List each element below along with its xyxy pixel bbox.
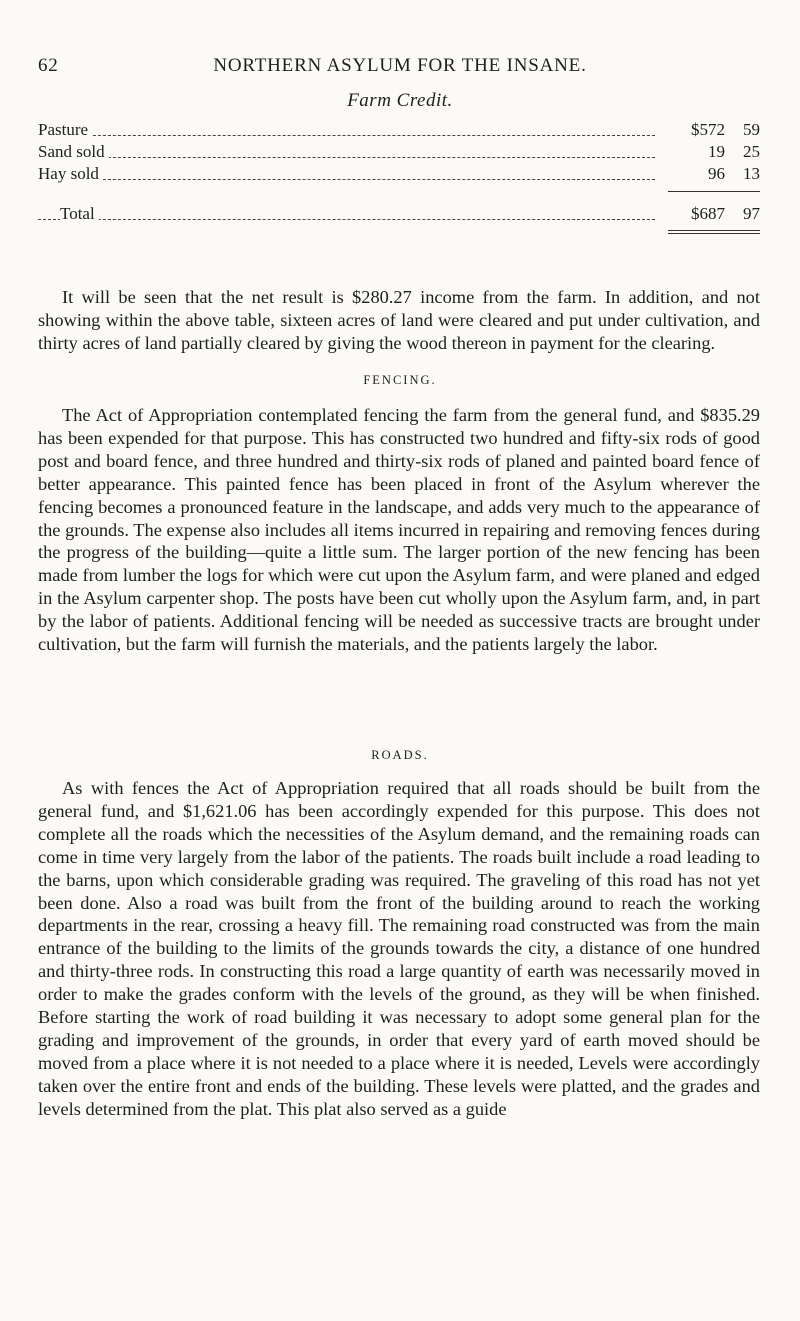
subtotal-rule: [668, 191, 760, 192]
dotted-leader: [38, 219, 655, 220]
ledger-dollars: $572: [691, 120, 725, 139]
paragraph-text: It will be seen that the net result is $280.27 income from the farm. In addition, and not showing within the above table, sixteen acres of land were cleared and put under cultivation, and thirty acres of land partially cleared by giving the wood thereon in payment for the clearing.: [38, 287, 760, 353]
ledger-row-hay-sold: [38, 164, 760, 186]
ledger-cents: 25: [743, 142, 760, 161]
fencing-paragraph: [38, 404, 760, 656]
ledger-label: Sand sold: [38, 142, 109, 162]
ledger-dollars: 96: [708, 164, 725, 183]
roads-paragraph: [38, 777, 760, 1121]
farm-credit-table: [38, 120, 760, 290]
section-heading-roads: ROADS.: [371, 748, 429, 762]
ledger-total-dollars: $687: [691, 204, 725, 223]
section-heading-fencing: FENCING.: [363, 373, 437, 387]
farm-result-paragraph: [38, 286, 760, 355]
ledger-total-cents: 97: [743, 204, 760, 223]
paragraph-text: The Act of Appropriation contemplated fencing the farm from the general fund, and $835.29 has been expended for that purpose. This has constructed two hundred and fifty-six rods of good post and board fence, and three hundred and thirty-six rods of planed and painted board fence of better appearance. This painted fence has been placed in front of the Asylum wherever the fencing becomes a pronounced feature in the landscape, and adds very much to the appearance of the grounds. The expense also includes all items incurred in repairing and removing fences during the progress of the building—quite a little sum. The larger portion of the new fencing has been made from lumber the logs for which were cut upon the Asylum farm, and were planed and edged in the Asylum carpenter shop. The posts have been cut wholly upon the Asylum farm, and, in part by the labor of patients. Additional fencing will be needed as successive tracts are brought under cultivation, but the farm will furnish the materials, and the patients largely the labor.: [38, 405, 760, 655]
ledger-row-total: [38, 204, 760, 226]
page-header: [38, 55, 762, 79]
ledger-label: Pasture: [38, 120, 92, 140]
ledger-dollars: 19: [708, 142, 725, 161]
dotted-leader: [38, 179, 655, 180]
ledger-row-pasture: [38, 120, 760, 142]
ledger-cents: 13: [743, 164, 760, 183]
farm-credit-title: Farm Credit.: [347, 90, 453, 111]
paragraph-text: As with fences the Act of Appropriation required that all roads should be built from the general fund, and $1,621.06 has been accordingly expended for this purpose. This does not complete all the roads which the necessities of the Asylum demand, and the remaining roads can come in time very largely from the labor of the patients. The roads built include a road leading to the barns, upon which considerable grading was required. The graveling of this road has not yet been done. Also a road was built from the front of the building around to reach the working departments in the rear, crossing a heavy fill. The remaining road constructed was from the main entrance of the building to the limits of the grounds towards the city, a distance of one hundred and thirty-three rods. In constructing this road a large quantity of earth was necessarily moved in order to make the grades conform with the levels of the ground, as they will be when finished. Before starting the work of road building it was necessary to adopt some general plan for the grading and improvement of the grounds, in order that every yard of earth moved should be moved from a place where it is not needed to a place where it is needed, Levels were accordingly taken over the entire front and ends of the building. These levels were platted, and the grades and levels determined from the plat. This plat also served as a guide: [38, 778, 760, 1119]
total-double-rule-bottom: [668, 233, 760, 234]
running-head: NORTHERN ASYLUM FOR THE INSANE.: [213, 55, 587, 76]
page-number: 62: [38, 55, 59, 76]
ledger-total-label: Total: [60, 204, 99, 224]
total-double-rule-top: [668, 230, 760, 231]
dotted-leader: [38, 157, 655, 158]
dotted-leader: [38, 135, 655, 136]
ledger-label: Hay sold: [38, 164, 103, 184]
ledger-row-sand-sold: [38, 142, 760, 164]
ledger-cents: 59: [743, 120, 760, 139]
